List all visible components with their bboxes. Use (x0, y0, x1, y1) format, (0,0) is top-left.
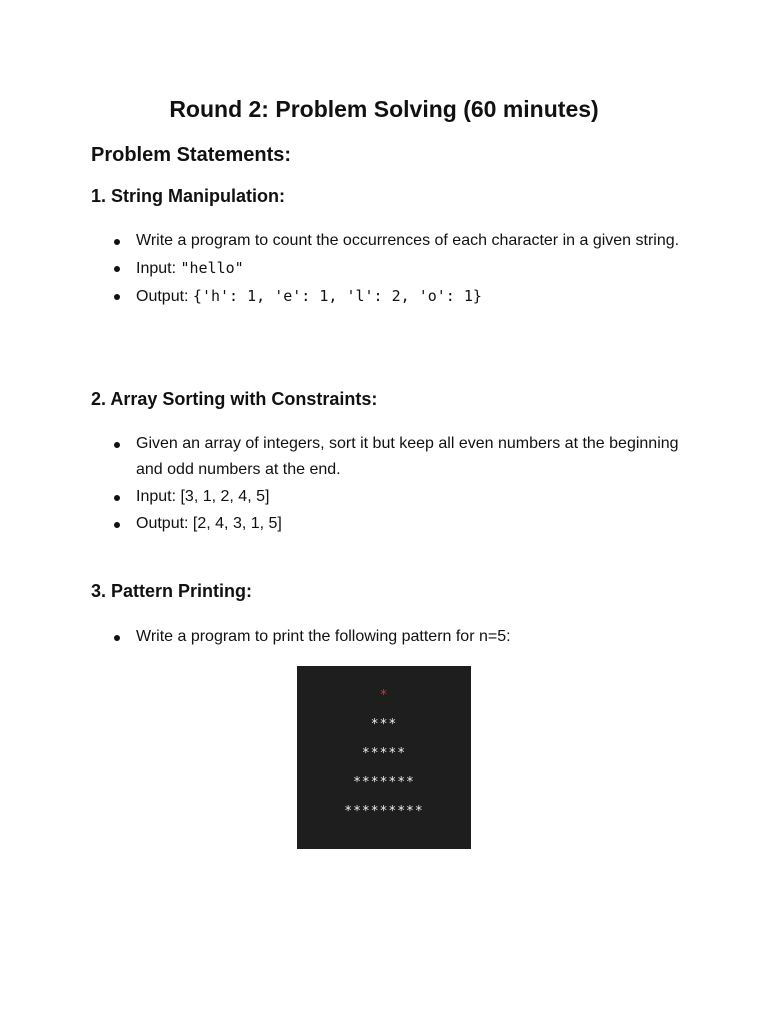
problem-1-heading: 1. String Manipulation: (91, 186, 285, 206)
pattern-line-1: * (379, 688, 389, 703)
problem-2-output: Output: [2, 4, 3, 1, 5] (136, 515, 282, 532)
section-heading: Problem Statements: (91, 144, 292, 166)
problem-1-output-value: {'h': 1, 'e': 1, 'l': 2, 'o': 1} (192, 287, 482, 305)
pattern-output-box (297, 666, 471, 849)
problem-2-input: Input: [3, 1, 2, 4, 5] (136, 488, 270, 505)
list-item (91, 624, 691, 650)
problem-1-list (91, 228, 691, 311)
list-item (91, 283, 691, 310)
bullet-icon (114, 495, 120, 501)
problem-1-input-label: Input: (136, 260, 181, 277)
pattern-line-3: ***** (361, 746, 407, 761)
problem-2-heading: 2. Array Sorting with Constraints: (91, 389, 378, 409)
problem-1-description: Write a program to count the occurrences of each character in a given string. (136, 232, 680, 249)
list-item (91, 255, 691, 282)
list-item (91, 484, 691, 510)
problem-1-input-value: "hello" (180, 259, 244, 277)
problem-2-description: Given an array of integers, sort it but keep all even numbers at the beginning and odd numbers at the end. (136, 435, 679, 478)
bullet-icon (114, 266, 120, 272)
bullet-icon (114, 522, 120, 528)
list-item (91, 228, 691, 254)
list-item (91, 511, 691, 537)
list-item (91, 431, 691, 483)
problem-3-heading: 3. Pattern Printing: (91, 581, 253, 601)
pattern-line-5: ********* (344, 804, 424, 819)
problem-3-list (91, 624, 691, 651)
pattern-line-4: ******* (353, 775, 415, 790)
problem-1-output-label: Output: (136, 288, 193, 305)
problem-2-list (91, 431, 691, 538)
bullet-icon (114, 635, 120, 641)
pattern-line-2: *** (370, 717, 398, 732)
bullet-icon (114, 239, 120, 245)
page-title: Round 2: Problem Solving (60 minutes) (169, 96, 599, 122)
bullet-icon (114, 442, 120, 448)
problem-3-description: Write a program to print the following pattern for n=5: (136, 628, 511, 645)
bullet-icon (114, 294, 120, 300)
